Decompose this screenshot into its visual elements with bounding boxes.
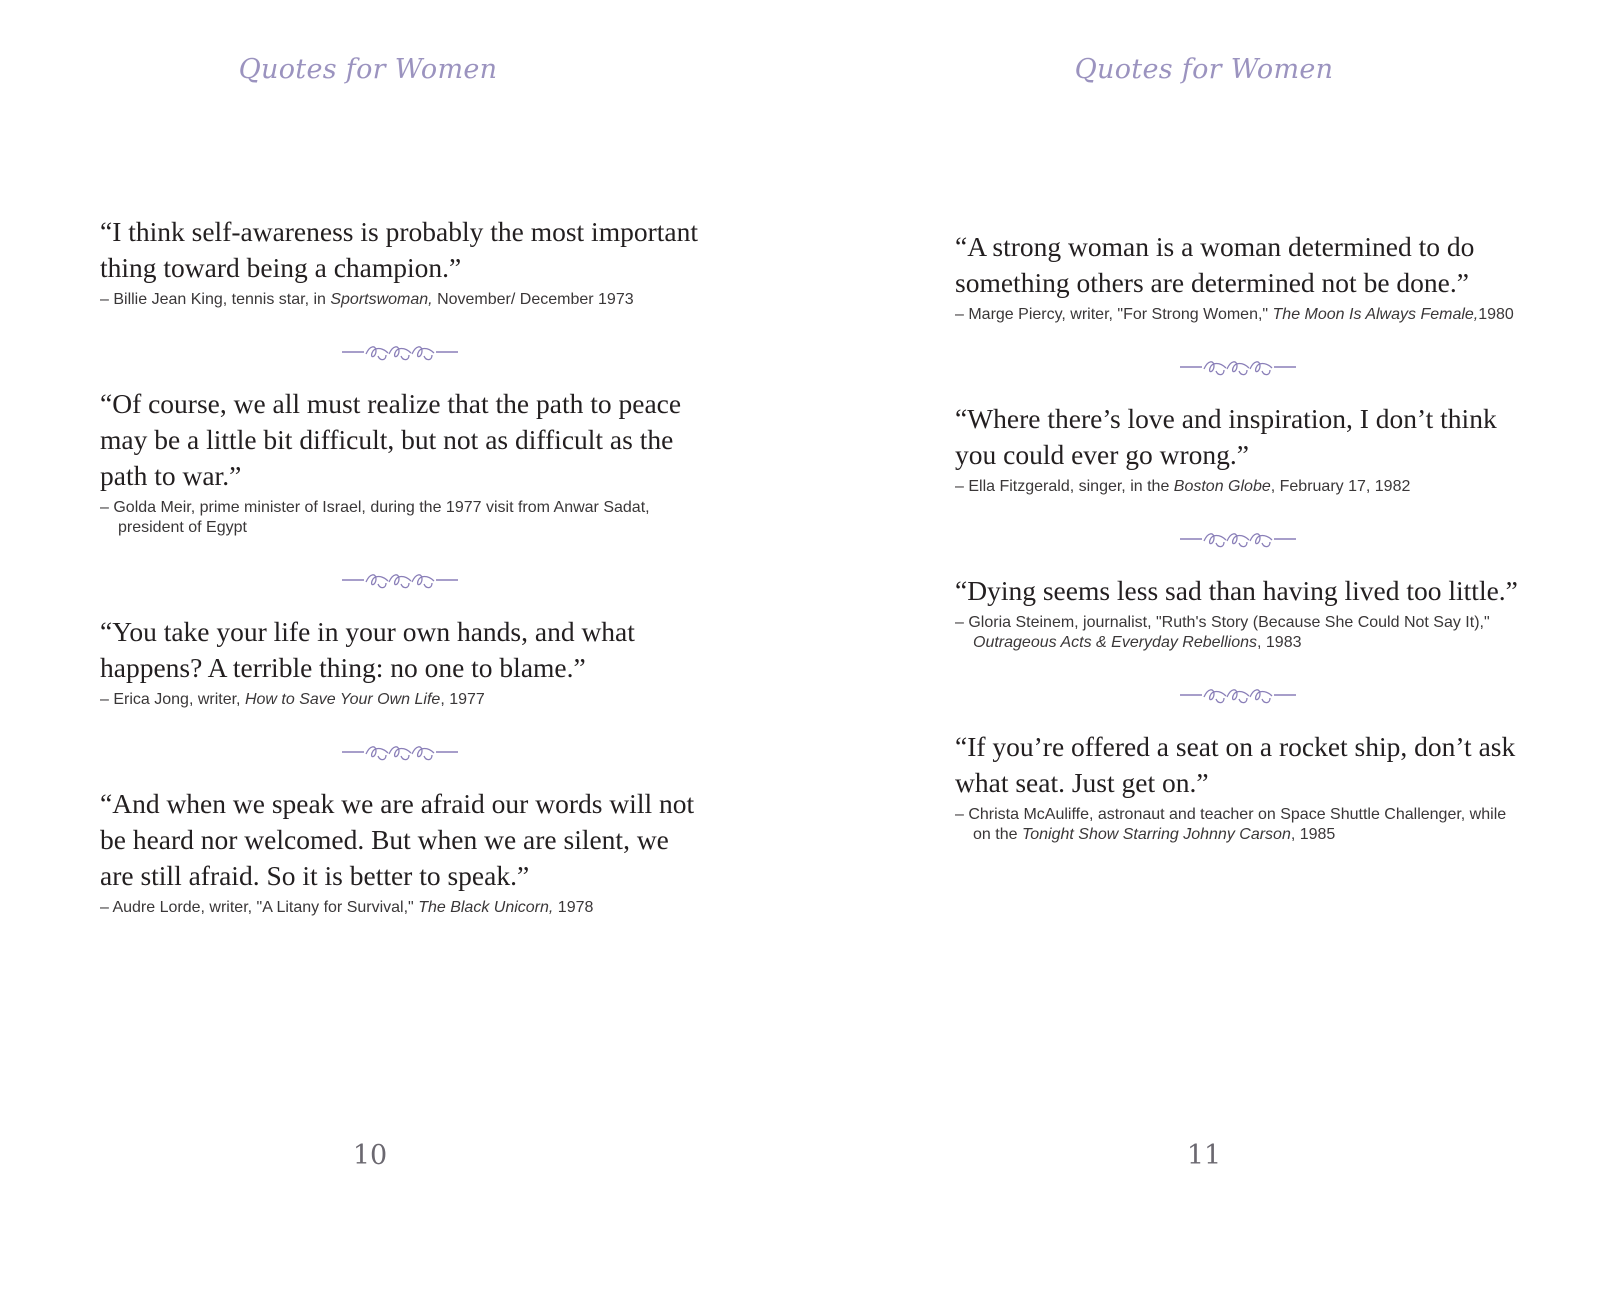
flourish-icon [1178, 356, 1298, 378]
quote-block [100, 786, 700, 918]
attribution-title: The Moon Is Always Female, [1272, 306, 1479, 323]
attribution-text: , 1977 [440, 691, 485, 708]
ornament-divider [100, 560, 700, 600]
quote-attribution [100, 498, 700, 538]
quote-block [100, 386, 700, 538]
flourish-icon [340, 741, 460, 763]
page-number: 11 [1186, 1140, 1222, 1171]
quote-text: “You take your life in your own hands, and what happens? A terrible thing: no one to blame.” [100, 616, 635, 683]
quote-text: “If you’re offered a seat on a rocket ship, don’t ask what seat. Just get on.” [955, 731, 1516, 798]
running-head: Quotes for Women [1074, 54, 1334, 85]
attribution-text: , 1985 [1290, 826, 1336, 843]
attribution-title: The Black Unicorn, [418, 899, 554, 916]
attribution-text: , February 17, 1982 [1270, 478, 1411, 495]
attribution-text: 1978 [553, 899, 594, 916]
quote-list [100, 214, 700, 918]
quote-block [955, 401, 1520, 497]
attribution-title: Outrageous Acts & Everyday Rebellions [973, 634, 1257, 651]
quote-attribution [955, 477, 1520, 497]
quote-block [955, 729, 1520, 845]
ornament-divider [955, 347, 1520, 387]
flourish-icon [340, 341, 460, 363]
flourish-icon [1178, 528, 1298, 550]
attribution-text: – Ella Fitzgerald, singer, in the [955, 478, 1174, 495]
quote-text: “A strong woman is a woman determined to do something others are determined not be done.” [955, 231, 1475, 298]
attribution-text: , 1983 [1257, 634, 1302, 651]
ornament-divider [955, 519, 1520, 559]
quote-text: “Of course, we all must realize that the path to peace may be a little bit difficult, but not as difficult as the path to war.” [100, 388, 682, 491]
quote-block [955, 573, 1520, 653]
attribution-text: 1980 [1478, 306, 1514, 323]
quote-attribution [955, 805, 1520, 845]
ornament-divider [100, 332, 700, 372]
attribution-text: – Golda Meir, prime minister of Israel, during the 1977 visit from Anwar Sadat, president of Egypt [100, 499, 650, 536]
attribution-title: Boston Globe [1173, 478, 1271, 495]
quote-text: “Dying seems less sad than having lived too little.” [955, 575, 1518, 606]
page-number: 10 [352, 1140, 388, 1171]
attribution-title: Sportswoman, [330, 291, 433, 308]
flourish-icon [1178, 684, 1298, 706]
quote-block [100, 214, 700, 310]
attribution-text: November/ December 1973 [432, 291, 634, 308]
running-head: Quotes for Women [238, 54, 498, 85]
attribution-text: – Erica Jong, writer, [100, 691, 245, 708]
attribution-text: – Gloria Steinem, journalist, "Ruth's Story (Because She Could Not Say It)," [955, 614, 1490, 631]
quote-block [100, 614, 700, 710]
attribution-title: Tonight Show Starring Johnny Carson [1021, 826, 1291, 843]
quote-attribution [955, 305, 1520, 325]
right-page [800, 0, 1600, 1300]
quote-text: “Where there’s love and inspiration, I don’t think you could ever go wrong.” [955, 403, 1497, 470]
quote-attribution [100, 898, 700, 918]
attribution-text: – Audre Lorde, writer, "A Litany for Survival," [100, 899, 419, 916]
quote-list [955, 229, 1520, 845]
quote-block [955, 229, 1520, 325]
attribution-title: How to Save Your Own Life [244, 691, 441, 708]
quote-attribution [955, 613, 1520, 653]
ornament-divider [955, 675, 1520, 715]
ornament-divider [100, 732, 700, 772]
quote-text: “And when we speak we are afraid our words will not be heard nor welcomed. But when we are silent, we are still afraid. So it is better to speak.” [100, 788, 695, 891]
attribution-text: – Christa McAuliffe, astronaut and teacher on Space Shuttle Challenger, while on the [955, 806, 1507, 843]
quote-text: “I think self-awareness is probably the most important thing toward being a champion.” [100, 216, 698, 283]
attribution-text: – Marge Piercy, writer, "For Strong Women," [955, 306, 1273, 323]
quote-attribution [100, 690, 700, 710]
attribution-text: – Billie Jean King, tennis star, in [100, 291, 331, 308]
quote-attribution [100, 290, 700, 310]
flourish-icon [340, 569, 460, 591]
